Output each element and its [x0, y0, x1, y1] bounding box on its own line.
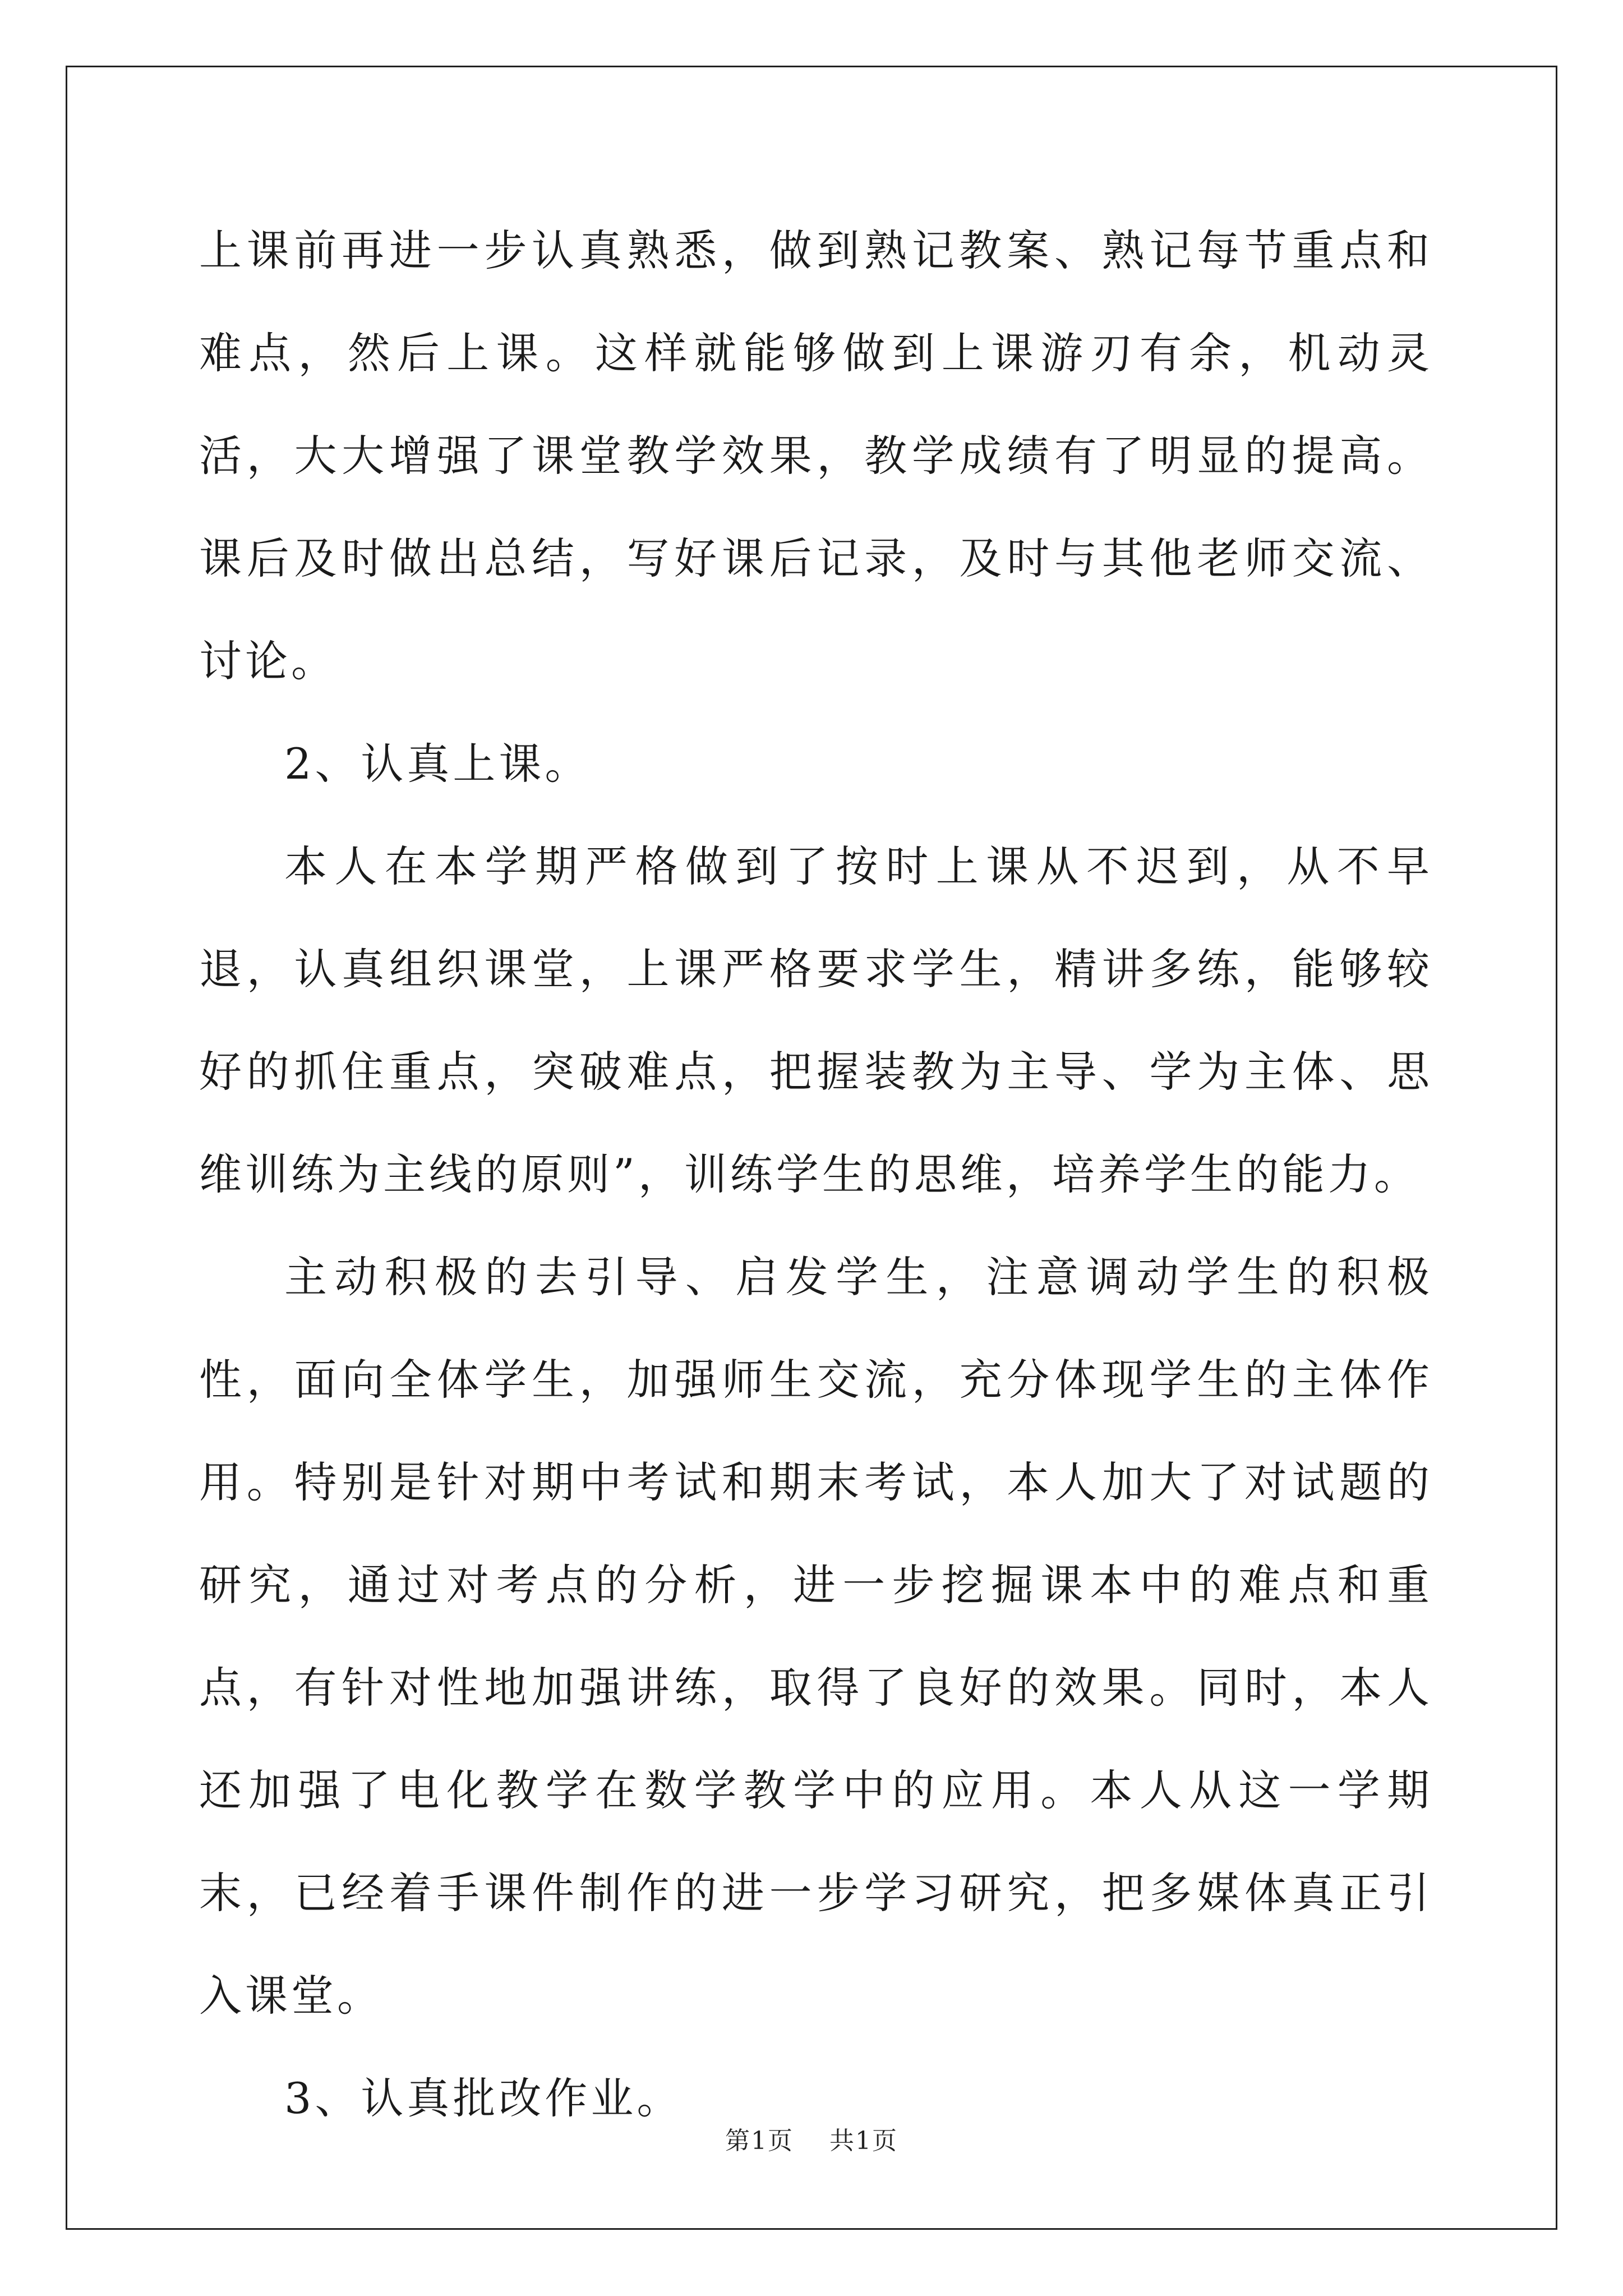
paragraph-5-heading: 3、认真批改作业。	[284, 2073, 683, 2123]
page-number: 第1页	[725, 2127, 794, 2155]
paragraph-1: 上课前再进一步认真熟悉，做到熟记教案、熟记每节重点和难点，然后上课。这样就能够做到上课游刃有余，机动灵活，大大增强了课堂教学效果，教学成绩有了明显的提高。课后及时做出总结，写好课后记录，及时与其他老师交流、讨论。	[199, 226, 1433, 686]
paragraph-2-heading: 2、认真上课。	[284, 739, 591, 789]
page-footer	[0, 2120, 1623, 2156]
page-total: 共1页	[829, 2127, 898, 2155]
document-body	[199, 199, 1433, 2150]
paragraph-4: 主动积极的去引导、启发学生，注意调动学生的积极性，面向全体学生，加强师生交流，充分体现学生的主体作用。特别是针对期中考试和期末考试，本人加大了对试题的研究，通过对考点的分析，进一步挖掘课本中的难点和重点，有针对性地加强讲练，取得了良好的效果。同时，本人还加强了电化教学在数学教学中的应用。本人从这一学期末，已经着手课件制作的进一步学习研究，把多媒体真正引入课堂。	[199, 1252, 1433, 2021]
paragraph-3: 本人在本学期严格做到了按时上课从不迟到，从不早退，认真组织课堂，上课严格要求学生，精讲多练，能够较好的抓住重点，突破难点，把握装教为主导、学为主体、思维训练为主线的原则”，训练学生的思维，培养学生的能力。	[199, 841, 1433, 1199]
